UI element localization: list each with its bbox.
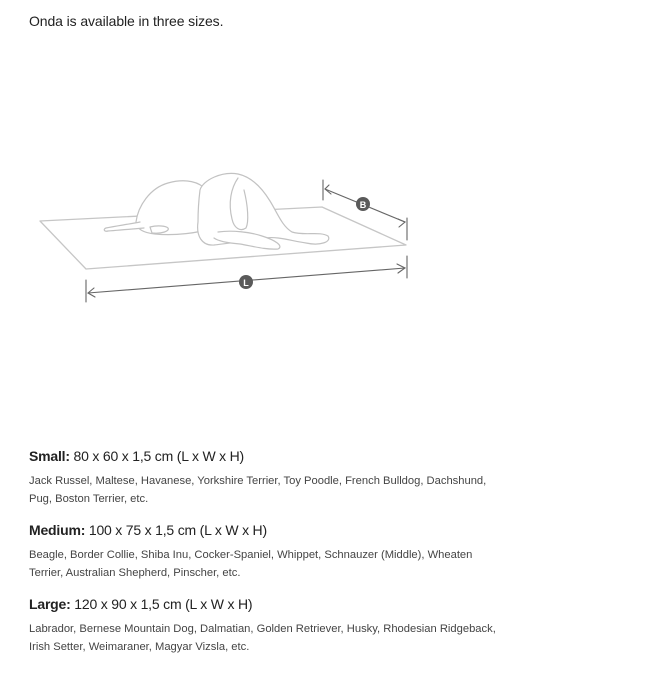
- size-large-heading: [29, 595, 499, 613]
- size-large-breeds: Labrador, Bernese Mountain Dog, Dalmatian, Golden Retriever, Husky, Rhodesian Ridgeback, Irish Setter, Weimaraner, Magyar Vizsla, etc.: [29, 623, 496, 653]
- size-medium-breeds: Beagle, Border Collie, Shiba Inu, Cocker-Spaniel, Whippet, Schnauzer (Middle), Wheaten Terrier, Australian Shepherd, Pinscher, etc.: [29, 549, 473, 579]
- size-medium-dimensions: 100 x 75 x 1,5 cm (L x W x H): [88, 522, 267, 538]
- size-small-breeds: Jack Russel, Maltese, Havanese, Yorkshire Terrier, Toy Poodle, French Bulldog, Dachshund, Pug, Boston Terrier, etc.: [29, 475, 487, 505]
- size-large-dimensions: 120 x 90 x 1,5 cm (L x W x H): [74, 596, 253, 612]
- size-small-dimensions: 80 x 60 x 1,5 cm (L x W x H): [73, 448, 245, 464]
- size-small-heading: [29, 447, 499, 465]
- length-label: L: [243, 278, 249, 288]
- size-small: [29, 447, 499, 508]
- size-medium-heading: [29, 521, 499, 539]
- size-small-name: Small:: [29, 448, 70, 464]
- intro-text: Onda is available in three sizes.: [29, 13, 224, 29]
- size-medium: [29, 521, 499, 582]
- width-label: B: [359, 200, 367, 210]
- size-large-name: Large:: [29, 596, 71, 612]
- size-large: [29, 595, 499, 656]
- dog-bed-dimension-illustration: [0, 160, 657, 310]
- size-medium-name: Medium:: [29, 522, 86, 538]
